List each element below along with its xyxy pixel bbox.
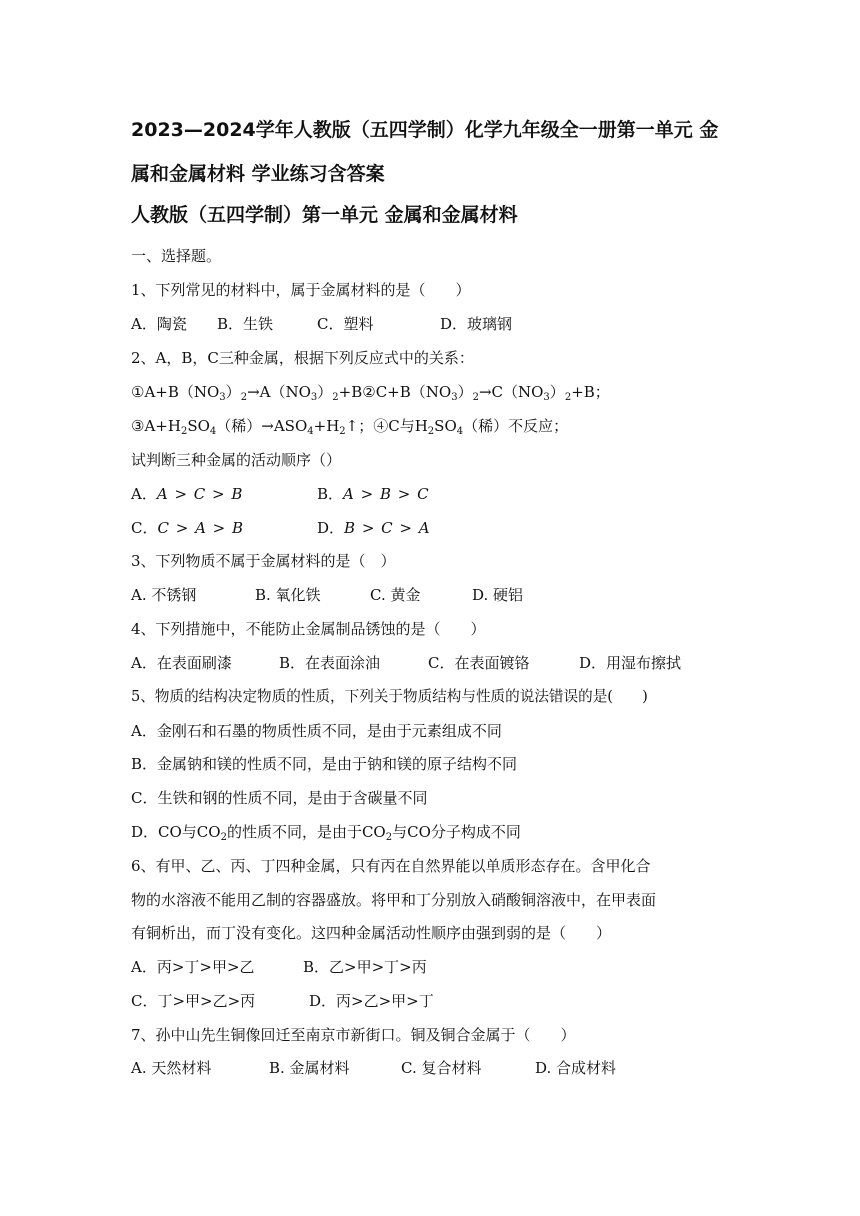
q5-d-sub: 2 <box>220 832 227 843</box>
q4-option-b: B．在表面涂油 <box>279 654 381 672</box>
q2-r2-text: SO <box>434 417 457 435</box>
q2-r2-text: ↑；④C与H <box>345 417 428 435</box>
q2-option-c-label: C． <box>131 519 158 537</box>
q2-options-row-1 <box>131 483 430 505</box>
q3-option-c: C. 黄金 <box>370 586 421 604</box>
q5-option-c: C．生铁和钢的性质不同，是由于含碳量不同 <box>131 789 428 807</box>
q1-options <box>131 313 512 335</box>
q2-r2-text: ③A+H <box>131 417 181 435</box>
q6-option-b: B．乙>甲>丁>丙 <box>303 958 427 976</box>
q2-ask: 试判断三种金属的活动顺序（） <box>131 451 342 469</box>
q2-option-d-label: D． <box>317 519 345 537</box>
q2-reaction-1 <box>131 381 610 403</box>
q2-r1-text: →A（NO <box>247 383 311 401</box>
q2-r1-text: ） <box>317 383 333 401</box>
q2-option-a-expr: A > C > B <box>156 485 244 503</box>
q2-r2-text: （稀）→ASO <box>216 417 308 435</box>
q4-options <box>131 652 681 674</box>
q2-reaction-2 <box>131 415 568 437</box>
q6-line-3: 有铜析出，而丁没有变化。这四种金属活动性顺序由强到弱的是（ ） <box>131 924 612 942</box>
q5-d-text: 的性质不同，是由于CO <box>226 823 386 841</box>
q5-option-a: A．金刚石和石墨的物质性质不同，是由于元素组成不同 <box>131 722 502 740</box>
q2-r1-sub: 2 <box>564 392 572 403</box>
q3-stem: 3、下列物质不属于金属材料的是（ ） <box>131 552 396 570</box>
q4-stem: 4、下列措施中，不能防止金属制品锈蚀的是（ ） <box>131 620 486 638</box>
q6-line-2: 物的水溶液不能用乙制的容器盛放。将甲和丁分别放入硝酸铜溶液中，在甲表面 <box>131 891 657 909</box>
q4-option-a: A．在表面刷漆 <box>131 654 232 672</box>
q2-option-b-expr: A > B > C <box>343 485 430 503</box>
q2-stem: 2、A，B，C三种金属，根据下列反应式中的关系： <box>131 349 474 367</box>
q2-r1-text: ） <box>225 383 241 401</box>
q7-option-c: C. 复合材料 <box>401 1059 482 1077</box>
q4-option-c: C．在表面镀铬 <box>428 654 530 672</box>
q2-r2-sub: 2 <box>427 426 435 437</box>
q2-r1-text: ） <box>457 383 473 401</box>
q3-option-b: B. 氧化铁 <box>255 586 321 604</box>
q1-option-a: A．陶瓷 <box>131 315 187 333</box>
q2-r2-sub: 4 <box>456 426 464 437</box>
q1-stem: 1、下列常见的材料中，属于金属材料的是（ ） <box>131 281 471 299</box>
q2-r1-sub: 2 <box>240 392 248 403</box>
q6-options-row-1 <box>131 956 427 978</box>
q7-option-d: D. 合成材料 <box>535 1059 617 1077</box>
q2-option-a-label: A． <box>131 485 157 503</box>
q5-stem: 5、物质的结构决定物质的性质，下列关于物质结构与性质的说法错误的是( ) <box>131 688 648 705</box>
q2-options-row-2 <box>131 517 431 539</box>
q2-r1-sub: 2 <box>332 392 339 403</box>
q7-options <box>131 1057 616 1079</box>
q3-option-d: D. 硬铝 <box>472 586 524 604</box>
q2-option-b-label: B． <box>317 485 344 503</box>
q2-option-c-expr: C > A > B <box>157 519 245 537</box>
q7-option-a: A. 天然材料 <box>131 1059 212 1077</box>
q2-r2-sub: 4 <box>307 426 314 437</box>
q2-r1-text: +B②C+B（NO <box>338 383 452 401</box>
q2-option-d-expr: B > C > A <box>344 519 431 537</box>
document-title <box>131 108 751 196</box>
q2-r2-sub: 4 <box>209 426 217 437</box>
q2-r1-text: +B； <box>571 383 610 401</box>
q3-options <box>131 584 523 606</box>
q2-r1-sub: 3 <box>451 392 458 403</box>
q5-option-b: B．金属钠和镁的性质不同，是由于钠和镁的原子结构不同 <box>131 755 518 773</box>
q2-r2-text: SO <box>187 417 210 435</box>
q2-r2-text: +H <box>313 417 340 435</box>
q1-option-b: B．生铁 <box>217 315 274 333</box>
q2-r1-sub: 2 <box>472 392 479 403</box>
q5-option-d <box>131 821 521 843</box>
q2-r1-text: ） <box>549 383 565 401</box>
q5-d-text: 与CO分子构成不同 <box>392 823 521 841</box>
q2-r1-sub: 3 <box>310 392 318 403</box>
q2-r2-sub: 2 <box>180 426 188 437</box>
q2-r1-sub: 3 <box>219 392 226 403</box>
q6-line-1: 6、有甲、乙、丙、丁四种金属，只有丙在自然界能以单质形态存在。含甲化合 <box>131 857 651 875</box>
q5-d-sub: 2 <box>385 832 393 843</box>
q6-option-a: A．丙>丁>甲>乙 <box>131 958 255 976</box>
q5-d-text: D．CO与CO <box>131 823 221 841</box>
q6-option-c: C．丁>甲>乙>丙 <box>131 992 256 1010</box>
title-line-2: 属和金属材料 学业练习含答案 <box>131 163 385 185</box>
q6-option-d: D．丙>乙>甲>丁 <box>309 992 434 1010</box>
q4-option-d: D．用湿布擦拭 <box>579 654 682 672</box>
q2-r1-text: ①A+B（NO <box>131 383 220 401</box>
unit-heading: 人教版（五四学制）第一单元 金属和金属材料 <box>131 204 518 226</box>
q2-r2-text: （稀）不反应； <box>463 417 569 435</box>
q7-stem: 7、孙中山先生铜像回迁至南京市新街口。铜及铜合金属于（ ） <box>131 1026 576 1044</box>
title-line-1: 2023—2024学年人教版（五四学制）化学九年级全一册第一单元 金 <box>131 119 719 141</box>
q2-r1-text: →C（NO <box>478 383 544 401</box>
q2-r2-sub: 2 <box>339 426 346 437</box>
q3-option-a: A. 不锈钢 <box>131 586 197 604</box>
section-label: 一、选择题。 <box>131 247 222 265</box>
q6-options-row-2 <box>131 990 434 1012</box>
q1-option-c: C．塑料 <box>317 315 374 333</box>
q2-r1-sub: 3 <box>543 392 550 403</box>
q1-option-d: D．玻璃钢 <box>440 315 513 333</box>
q7-option-b: B. 金属材料 <box>269 1059 350 1077</box>
